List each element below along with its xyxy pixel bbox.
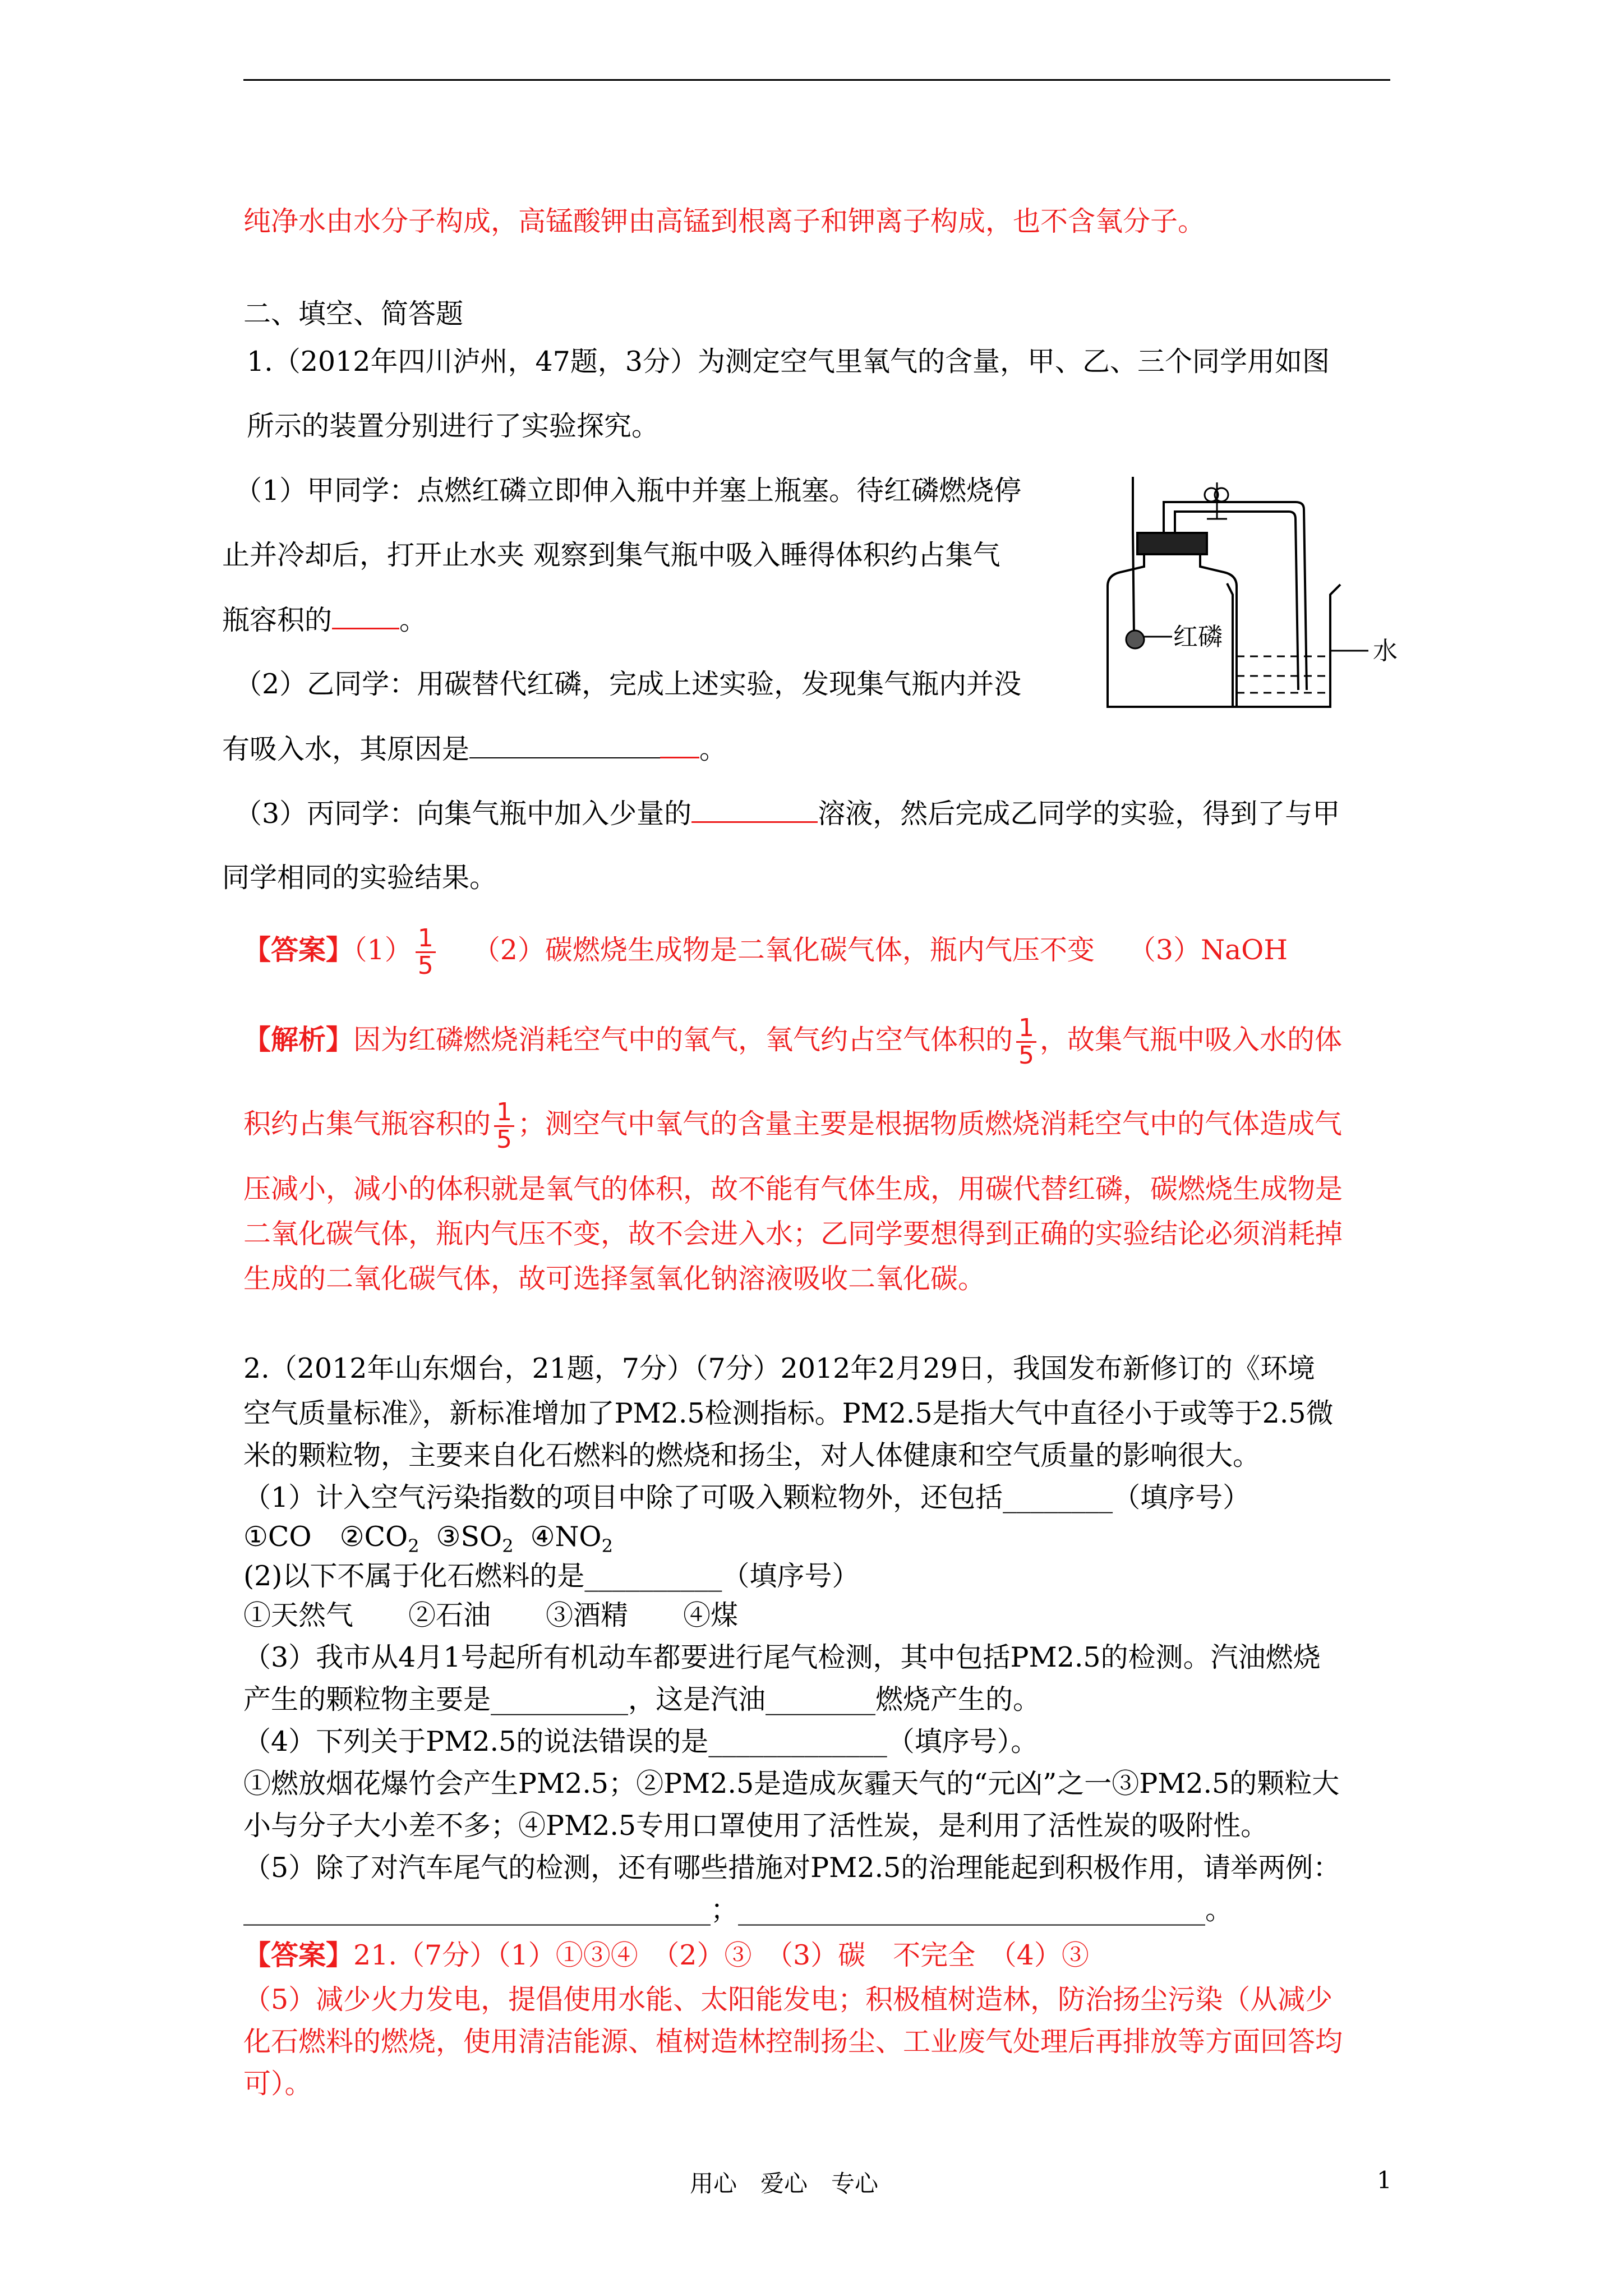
previous-answer-text: 纯净水由水分子构成，高锰酸钾由高锰到根离子和钾离子构成，也不含氧分子。: [243, 205, 1206, 237]
q2-sub5-line2: __________________________________；__________________________________。: [243, 1894, 1233, 1926]
q2-sub4-options-line2: 小与分子大小差不多；④PM2.5专用口罩使用了活性炭，是利用了活性炭的吸附性。: [243, 1810, 1269, 1842]
q2-stem-line2: 空气质量标准》，新标准增加了PM2.5检测指标。PM2.5是指大气中直径小于或等于2.5微: [243, 1397, 1334, 1429]
q1-part1-line2: 止并冷却后，打开止水夹 观察到集气瓶中吸入睡得体积约占集气: [222, 539, 1000, 571]
q1-part2-line2: 有吸入水，其原因是 。: [222, 733, 727, 765]
q1-stem-line2: 所示的装置分别进行了实验探究。: [247, 410, 660, 442]
phosphorus-icon: [1126, 631, 1144, 648]
q1-blank-3[interactable]: [691, 797, 818, 823]
q2-sub5-line1: （5）除了对汽车尾气的检测，还有哪些措施对PM2.5的治理能起到积极作用，请举两例：: [243, 1852, 1341, 1884]
footer-motto: 用心 爱心 专心: [690, 2170, 879, 2197]
q2-answer-line3: 化石燃料的燃烧，使用清洁能源、植树造林控制扬尘、工业废气处理后再排放等方面回答均: [243, 2026, 1343, 2058]
q1-part2-line1: （2）乙同学：用碳替代红磷，完成上述实验，发现集气瓶内并没: [234, 668, 1022, 700]
q1-analysis-line2: 积约占集气瓶容积的 $\frac{1}{5}$ ；测空气中氧气的含量主要是根据物质燃烧消耗空气中的气体造成气: [243, 1098, 1343, 1154]
q2-sub1-options: ①CO $②CO_2$ $③SO_2$ $④NO_2$: [243, 1521, 613, 1557]
section-title: 二、填空、简答题: [243, 298, 464, 330]
q1-analysis-line3: 压减小，减小的体积就是氧气的体积，故不能有气体生成，用碳代替红磷，碳燃烧生成物是: [243, 1173, 1343, 1205]
q2-sub2-options: ①天然气 ②石油 ③酒精 ④煤: [243, 1599, 739, 1631]
q2-sub4-options-line1: ①燃放烟花爆竹会产生PM2.5；②PM2.5是造成灰霾天气的“元凶”之一③PM2.5的颗粒大: [243, 1768, 1340, 1800]
q1-part3-line1: （3）丙同学：向集气瓶中加入少量的 溶液，然后完成乙同学的实验，得到了与甲: [234, 798, 1340, 830]
q1-stem-line1: 1.（2012年四川泸州，47题，3分）为测定空气里氧气的含量，甲、乙、三个同学用如图: [247, 346, 1330, 378]
apparatus-figure: [1077, 466, 1424, 718]
q2-sub4: （4）下列关于PM2.5的说法错误的是_____________（填序号）。: [243, 1726, 1039, 1757]
q1-part1-line3: 瓶容积的 。: [222, 604, 427, 636]
q2-stem-line1: 2.（2012年山东烟台，21题，7分）（7分）2012年2月29日，我国发布新修订的《环境: [243, 1352, 1315, 1384]
label-red-phosphorus: 红磷: [1173, 623, 1223, 651]
clamp-icon: [1205, 482, 1228, 519]
q1-part3-line2: 同学相同的实验结果。: [222, 862, 497, 894]
q1-analysis-line5: 生成的二氧化碳气体，故可选择氢氧化钠溶液吸收二氧化碳。: [243, 1263, 986, 1295]
q2-sub2: (2)以下不属于化石燃料的是__________（填序号）: [243, 1560, 860, 1592]
q1-blank-2[interactable]: [469, 733, 660, 758]
label-water: 水: [1373, 637, 1398, 665]
q1-answer-line: 【答案】（1） $\frac{1}{5}$ （2）碳燃烧生成物是二氧化碳气体，瓶内气压不变 （3）NaOH: [243, 924, 1288, 980]
header-rule: [243, 79, 1390, 81]
q2-stem-line3: 米的颗粒物，主要来自化石燃料的燃烧和扬尘，对人体健康和空气质量的影响很大。: [243, 1439, 1261, 1471]
q2-sub1: （1）计入空气污染指数的项目中除了可吸入颗粒物外，还包括________（填序号）: [243, 1481, 1251, 1513]
q1-analysis-line1: 【解析】因为红磷燃烧消耗空气中的氧气，氧气约占空气体积的 $\frac{1}{5}$ ，故集气瓶中吸入水的体: [243, 1014, 1343, 1070]
q1-analysis-line4: 二氧化碳气体，瓶内气压不变，故不会进入水；乙同学要想得到正确的实验结论必须消耗掉: [243, 1218, 1343, 1250]
page-number: 1: [1377, 2166, 1392, 2194]
q1-part1-line1: （1）甲同学：点燃红磷立即伸入瓶中并塞上瓶塞。待红磷燃烧停: [234, 475, 1022, 507]
q2-sub3-line2: 产生的颗粒物主要是__________，这是汽油________燃烧产生的。: [243, 1683, 1041, 1715]
q2-answer-line4: 可）。: [243, 2068, 312, 2100]
q2-sub3-line1: （3）我市从4月1号起所有机动车都要进行尾气检测，其中包括PM2.5的检测。汽油燃烧: [243, 1641, 1321, 1673]
q2-answer-line1: 【答案】21.（7分）（1）①③④ （2）③ （3）碳 不完全 （4）③: [243, 1939, 1089, 1971]
q1-blank-1[interactable]: [332, 603, 399, 629]
q2-answer-line2: （5）减少火力发电，提倡使用水能、太阳能发电；积极植树造林，防治扬尘污染（从减少: [243, 1984, 1333, 2016]
